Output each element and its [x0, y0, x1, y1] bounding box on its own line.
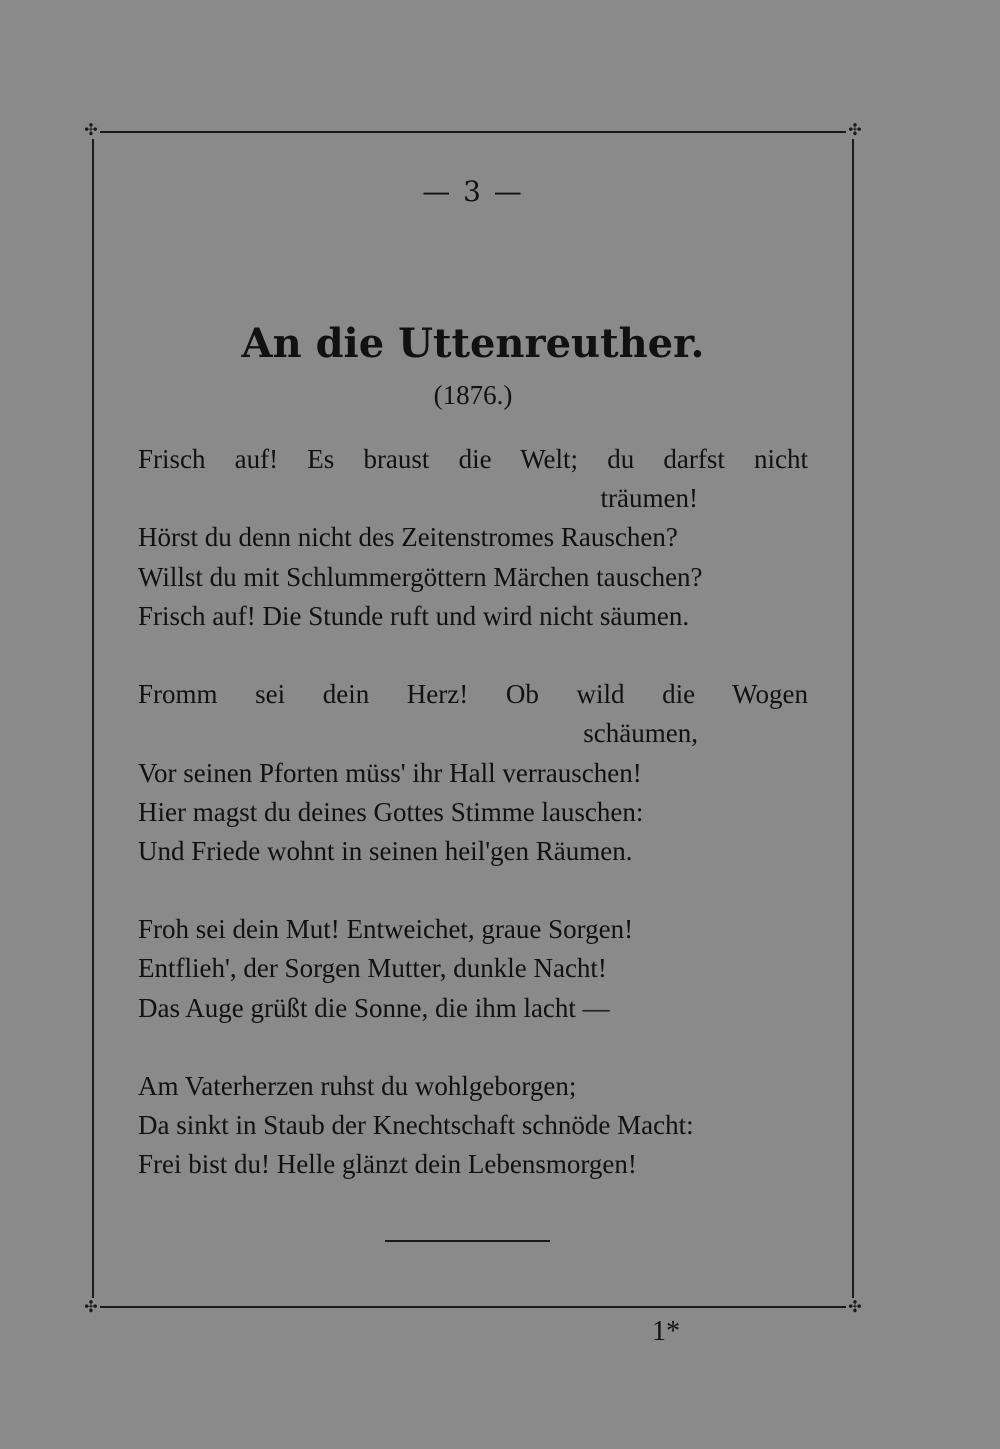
- poem-line-continuation: träumen!: [600, 483, 698, 514]
- poem-line: Da sinkt in Staub der Knechtschaft schnöde Macht:: [138, 1110, 694, 1141]
- poem-line: Frei bist du! Helle glänzt dein Lebensmorgen!: [138, 1149, 637, 1180]
- poem-line: Und Friede wohnt in seinen heil'gen Räumen.: [138, 835, 633, 866]
- end-rule: [385, 1240, 550, 1242]
- poem-line: Frisch auf! Es braust die Welt; du darfst nicht: [138, 444, 808, 474]
- poem-line: Das Auge grüßt die Sonne, die ihm lacht —: [138, 992, 610, 1023]
- poem-line: Hier magst du deines Gottes Stimme lauschen:: [138, 796, 644, 827]
- poem-line: Frisch auf! Die Stunde ruft und wird nicht säumen.: [138, 600, 690, 631]
- poem-line: Am Vaterherzen ruhst du wohlgeborgen;: [138, 1071, 577, 1101]
- page-number: — 3 —: [422, 175, 524, 208]
- corner-ornament-icon: ✣: [82, 121, 100, 139]
- corner-ornament-icon: ✣: [82, 1298, 100, 1316]
- poem-line-continuation: schäumen,: [583, 718, 698, 749]
- corner-ornament-icon: ✣: [846, 121, 864, 139]
- poem-year: (1876.): [433, 380, 513, 410]
- poem-line: Froh sei dein Mut! Entweichet, graue Sorgen!: [138, 914, 634, 945]
- poem-title: An die Uttenreuther.: [241, 320, 705, 367]
- poem-line: Hörst du denn nicht des Zeitenstromes Rauschen?: [138, 522, 678, 553]
- poem-line: Fromm sei dein Herz! Ob wild die Wogen: [138, 679, 808, 710]
- poem-line: Entflieh', der Sorgen Mutter, dunkle Nacht!: [138, 953, 607, 984]
- signature-mark: 1*: [652, 1316, 680, 1347]
- poem-line: Willst du mit Schlummergöttern Märchen tauschen?: [138, 561, 703, 592]
- poem-line: Vor seinen Pforten müss' ihr Hall verrauschen!: [138, 757, 642, 788]
- poem-body: [138, 440, 808, 1185]
- corner-ornament-icon: ✣: [846, 1298, 864, 1316]
